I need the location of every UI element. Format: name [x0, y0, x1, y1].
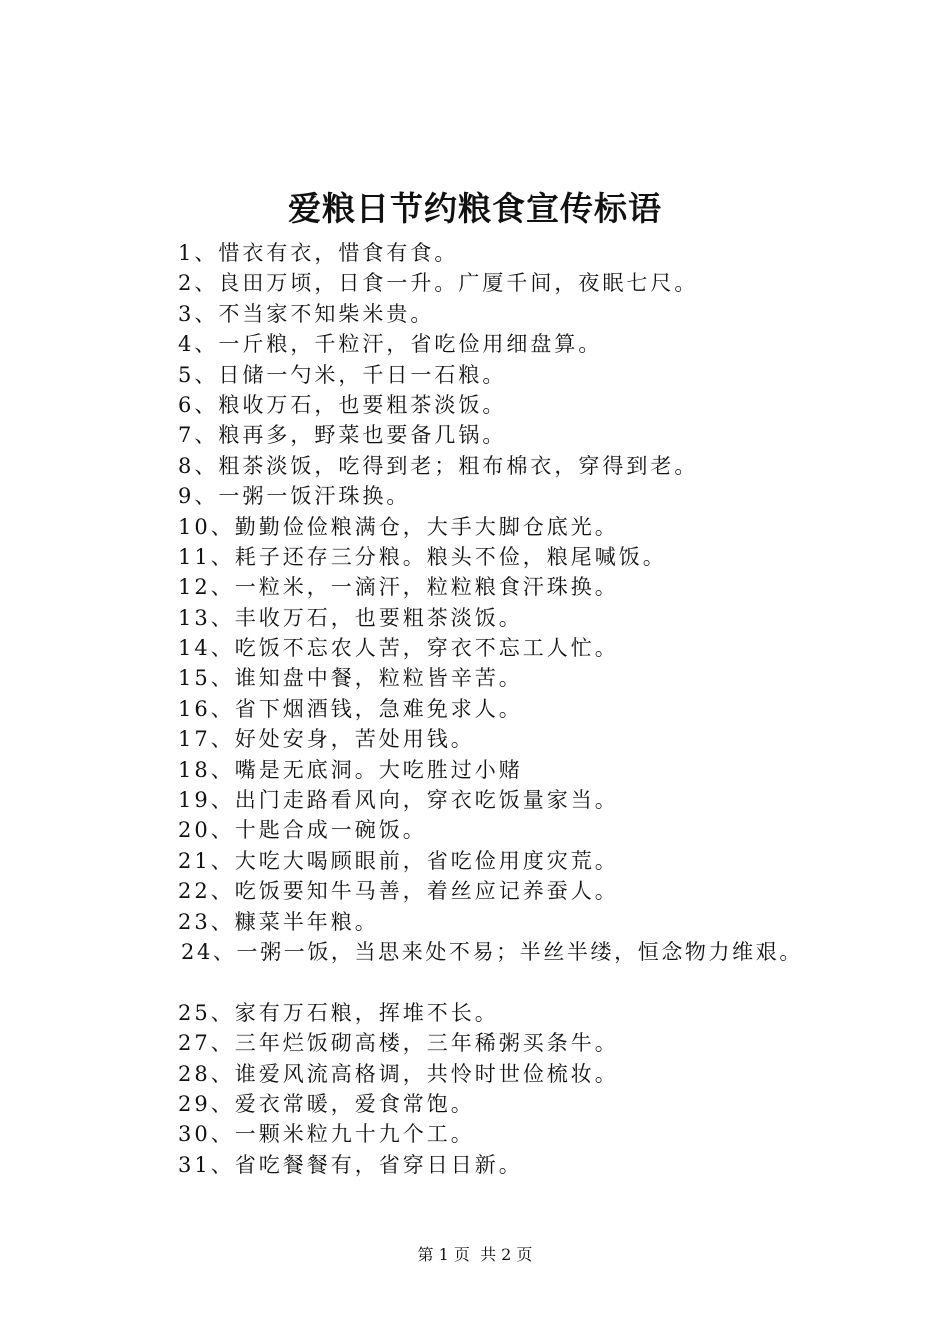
list-item: 19、出门走路看风向，穿衣吃饭量家当。 — [178, 788, 619, 813]
slogan-list — [178, 238, 803, 1180]
list-item: 9、一粥一饭汗珠换。 — [178, 484, 411, 509]
list-item: 14、吃饭不忘农人苦，穿衣不忘工人忙。 — [178, 636, 619, 661]
list-item: 27、三年烂饭砌高楼，三年稀粥买条牛。 — [178, 1031, 619, 1056]
list-item: 29、爱衣常暖，爱食常饱。 — [178, 1091, 475, 1116]
page-number-footer: 第 1 页 共 2 页 — [417, 1245, 533, 1264]
list-item: 1、惜衣有衣，惜食有食。 — [178, 241, 459, 265]
list-item: 3、不当家不知柴米贵。 — [178, 301, 435, 326]
list-item: 15、谁知盘中餐，粒粒皆辛苦。 — [178, 666, 523, 691]
page-title: 爱粮日节约粮食宣传标语 — [288, 189, 662, 228]
list-item: 30、一颗米粒九十九个工。 — [178, 1122, 475, 1147]
list-item: 23、糠菜半年粮。 — [178, 909, 379, 934]
list-item: 4、一斤粮，千粒汗，省吃俭用细盘算。 — [178, 332, 603, 357]
list-item: 5、日储一勺米，千日一石粮。 — [178, 362, 507, 387]
list-item: 7、粮再多，野菜也要备几锅。 — [178, 423, 507, 448]
list-item: 8、粗茶淡饭，吃得到老；粗布棉衣，穿得到老。 — [178, 453, 699, 478]
list-item: 2、良田万顷，日食一升。广厦千间，夜眠七尺。 — [178, 271, 699, 296]
list-item: 24、一粥一饭，当思来处不易；半丝半缕，恒念物力维艰。 — [181, 939, 803, 964]
list-item: 31、省吃餐餐有，省穿日日新。 — [178, 1152, 523, 1177]
list-item: 22、吃饭要知牛马善，着丝应记养蚕人。 — [178, 879, 619, 904]
list-item: 12、一粒米，一滴汗，粒粒粮食汗珠换。 — [178, 575, 619, 600]
list-item: 25、家有万石粮，挥堆不长。 — [178, 1000, 499, 1025]
list-item: 6、粮收万石，也要粗茶淡饭。 — [178, 392, 507, 417]
list-item: 21、大吃大喝顾眼前，省吃俭用度灾荒。 — [178, 848, 619, 873]
list-item: 13、丰收万石，也要粗茶淡饭。 — [178, 605, 523, 630]
list-item: 16、省下烟酒钱，急难免求人。 — [178, 696, 523, 721]
list-item: 18、嘴是无底洞。大吃胜过小赌 — [178, 757, 523, 782]
list-item: 11、耗子还存三分粮。粮头不俭，粮尾喊饭。 — [178, 544, 667, 569]
list-item: 20、十匙合成一碗饭。 — [178, 818, 427, 843]
list-item: 17、好处安身，苦处用钱。 — [178, 727, 475, 752]
list-item: 10、勤勤俭俭粮满仓，大手大脚仓底光。 — [178, 514, 619, 539]
list-item: 28、谁爱风流高格调，共怜时世俭梳妆。 — [178, 1061, 619, 1086]
